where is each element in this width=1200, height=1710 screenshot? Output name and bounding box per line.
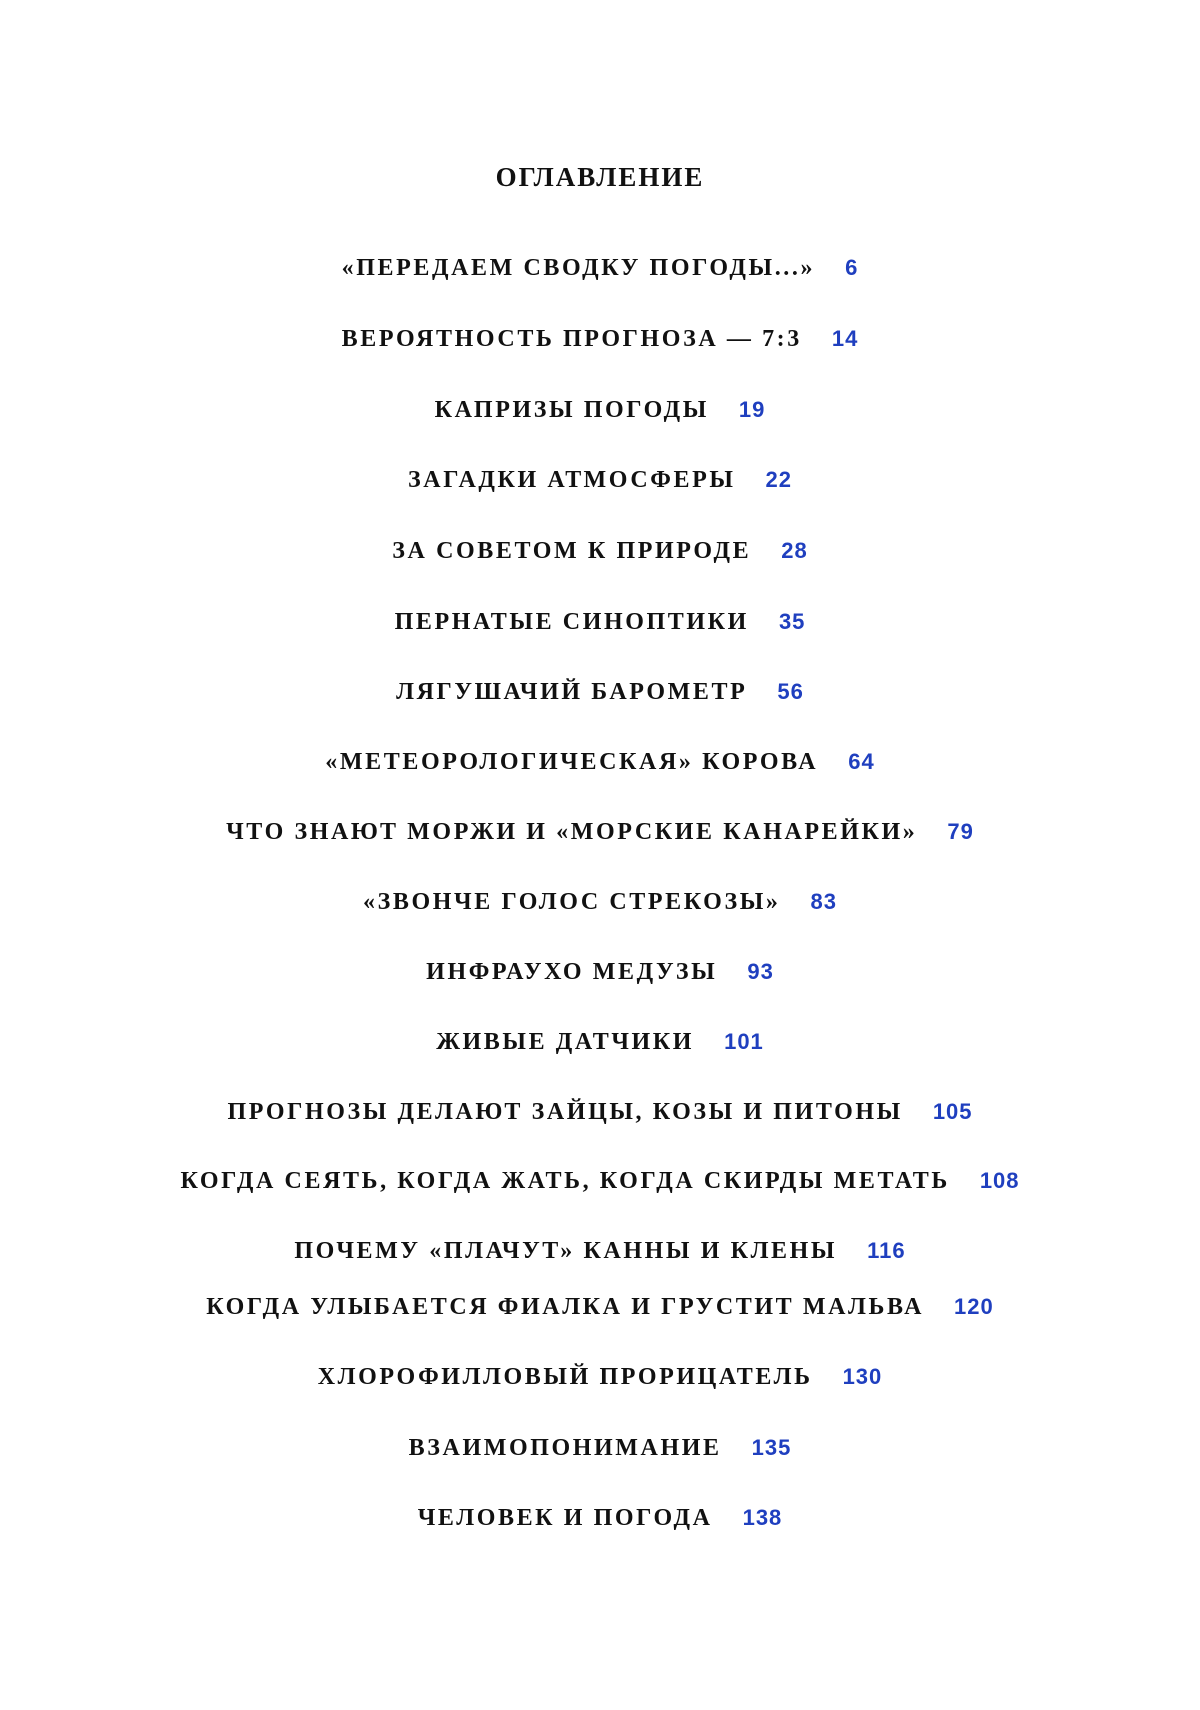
toc-entry-page: 120 — [954, 1294, 994, 1319]
toc-entry-page: 6 — [845, 255, 859, 280]
toc-entry[interactable] — [0, 955, 1200, 989]
toc-entry-title: КОГДА СЕЯТЬ, КОГДА ЖАТЬ, КОГДА СКИРДЫ МЕТАТЬ — [180, 1168, 950, 1194]
toc-entry-page: 28 — [781, 538, 808, 563]
toc-entry-page: 116 — [867, 1238, 906, 1263]
toc-entry-page: 105 — [932, 1099, 973, 1124]
toc-entry-title: ЧТО ЗНАЮТ МОРЖИ И «МОРСКИЕ КАНАРЕЙКИ» — [226, 819, 918, 845]
toc-entry-title: ЧЕЛОВЕК И ПОГОДА — [417, 1505, 713, 1531]
toc-entry[interactable] — [0, 1290, 1200, 1324]
toc-entry-page: 130 — [842, 1364, 883, 1389]
toc-entry-page: 83 — [810, 889, 837, 914]
toc-entry-title: ЛЯГУШАЧИЙ БАРОМЕТР — [396, 679, 748, 705]
toc-entry-title: ПЕРНАТЫЕ СИНОПТИКИ — [394, 609, 749, 635]
toc-entry-title: ВЕРОЯТНОСТЬ ПРОГНОЗА — 7:3 — [341, 326, 802, 352]
toc-entry-page: 35 — [778, 609, 806, 634]
toc-entry-page: 101 — [724, 1029, 764, 1054]
toc-entry-title: КОГДА УЛЫБАЕТСЯ ФИАЛКА И ГРУСТИТ МАЛЬВА — [206, 1294, 925, 1320]
toc-entry-title: «ЗВОНЧЕ ГОЛОС СТРЕКОЗЫ» — [363, 889, 781, 915]
toc-entry[interactable] — [0, 1164, 1200, 1198]
toc-entry-page: 93 — [747, 959, 774, 984]
toc-entry[interactable] — [0, 534, 1200, 568]
toc-entry-title: ХЛОРОФИЛЛОВЫЙ ПРОРИЦАТЕЛЬ — [317, 1364, 813, 1390]
toc-entry-title: «МЕТЕОРОЛОГИЧЕСКАЯ» КОРОВА — [325, 749, 819, 775]
toc-entry[interactable] — [0, 1025, 1200, 1059]
toc-entry[interactable] — [0, 885, 1200, 919]
toc-entry[interactable] — [0, 1501, 1200, 1535]
toc-entry-title: ВЗАИМОПОНИМАНИЕ — [408, 1435, 722, 1461]
toc-entry-title: КАПРИЗЫ ПОГОДЫ — [434, 397, 709, 423]
toc-entry[interactable] — [0, 1095, 1200, 1129]
toc-entry-page: 138 — [742, 1505, 783, 1530]
toc-entry[interactable] — [0, 251, 1200, 285]
toc-entry-page: 79 — [947, 819, 974, 844]
toc-entry[interactable] — [0, 745, 1200, 779]
toc-heading: ОГЛАВЛЕНИЕ — [495, 162, 705, 192]
toc-entry-page: 135 — [751, 1435, 792, 1460]
toc-entry-title: ЗА СОВЕТОМ К ПРИРОДЕ — [392, 538, 752, 564]
toc-entry[interactable] — [0, 1234, 1200, 1268]
toc-entry[interactable] — [0, 322, 1200, 356]
toc-entry[interactable] — [0, 1360, 1200, 1394]
toc-entry-page: 64 — [848, 749, 875, 774]
toc-entry-title: ИНФРАУХО МЕДУЗЫ — [426, 959, 718, 985]
toc-entry[interactable] — [0, 605, 1200, 639]
toc-entry-page: 56 — [777, 679, 804, 704]
toc-entry-title: ПРОГНОЗЫ ДЕЛАЮТ ЗАЙЦЫ, КОЗЫ И ПИТОНЫ — [227, 1099, 903, 1125]
toc-entry-title: «ПЕРЕДАЕМ СВОДКУ ПОГОДЫ...» — [341, 255, 816, 281]
toc-entry[interactable] — [0, 393, 1200, 427]
toc-entry-title: ПОЧЕМУ «ПЛАЧУТ» КАННЫ И КЛЕНЫ — [294, 1238, 838, 1264]
toc-entry[interactable] — [0, 675, 1200, 709]
toc-entry-page: 14 — [831, 326, 859, 351]
toc-entry[interactable] — [0, 463, 1200, 497]
toc-entry-title: ЖИВЫЕ ДАТЧИКИ — [436, 1029, 695, 1055]
toc-entry-title: ЗАГАДКИ АТМОСФЕРЫ — [408, 467, 736, 493]
toc-entry[interactable] — [0, 815, 1200, 849]
toc-entry-page: 22 — [765, 467, 792, 492]
toc-entry[interactable] — [0, 1431, 1200, 1465]
toc-entry-page: 19 — [738, 397, 766, 422]
toc-entry-page: 108 — [979, 1168, 1020, 1193]
